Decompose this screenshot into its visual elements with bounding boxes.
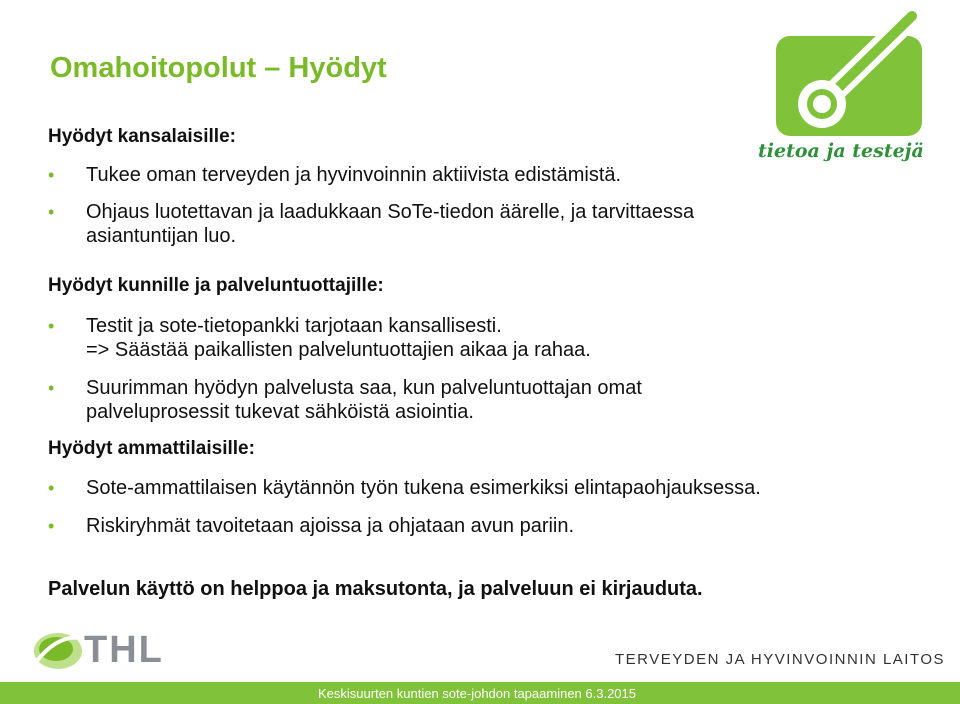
list-item <box>48 376 918 424</box>
bullet-icon: • <box>48 516 55 536</box>
list-item-text: Riskiryhmät tavoitetaan ajoissa ja ohjataan avun pariin. <box>86 515 575 537</box>
list-item-text: asiantuntijan luo. <box>86 225 237 247</box>
closing-statement: Palvelun käyttö on helppoa ja maksutonta, ja palveluun ei kirjauduta. <box>48 578 703 600</box>
list-item-text: Tukee oman terveyden ja hyvinvoinnin aktiivista edistämistä. <box>86 164 622 186</box>
bullet-icon: • <box>48 202 55 222</box>
footer-text: Keskisuurten kuntien sote-johdon tapaaminen 6.3.2015 <box>318 686 636 701</box>
section-heading-citizens: Hyödyt kansalaisille: <box>48 126 236 147</box>
list-item-text: => Säästää paikallisten palveluntuottajien aikaa ja rahaa. <box>86 339 591 361</box>
logo-tagline: tietoa ja testejä <box>758 140 924 162</box>
bullet-icon: • <box>48 378 55 398</box>
bullet-icon: • <box>48 165 55 185</box>
list-item <box>48 163 918 187</box>
bullet-icon: • <box>48 316 55 336</box>
institute-name: TERVEYDEN JA HYVINVOINNIN LAITOS <box>615 651 946 668</box>
list-item-text: Suurimman hyödyn palvelusta saa, kun palveluntuottajan omat <box>86 377 642 399</box>
bullet-list-municipalities <box>48 314 918 424</box>
list-item-text: Testit ja sote-tietopankki tarjotaan kansallisesti. <box>86 315 502 337</box>
slide-title: Omahoitopolut – Hyödyt <box>50 52 387 84</box>
section-heading-professionals: Hyödyt ammattilaisille: <box>48 438 255 459</box>
bullet-list-citizens <box>48 163 918 248</box>
list-item <box>48 514 918 538</box>
list-item <box>48 314 918 362</box>
bullet-list-professionals <box>48 476 918 538</box>
list-item <box>48 200 918 248</box>
list-item-text: palveluprosessit tukevat sähköistä asiointia. <box>86 401 474 423</box>
section-heading-municipalities: Hyödyt kunnille ja palveluntuottajille: <box>48 275 384 296</box>
thl-logo-text: THL <box>84 629 164 671</box>
bullet-icon: • <box>48 478 55 498</box>
slide-content <box>48 125 918 621</box>
thermometer-icon <box>770 4 940 144</box>
list-item-text: Ohjaus luotettavan ja laadukkaan SoTe-tiedon äärelle, ja tarvittaessa <box>86 201 695 223</box>
list-item-text: Sote-ammattilaisen käytännön työn tukena esimerkiksi elintapaohjauksessa. <box>86 477 761 499</box>
list-item <box>48 476 918 500</box>
thl-leaf-icon <box>30 628 86 674</box>
